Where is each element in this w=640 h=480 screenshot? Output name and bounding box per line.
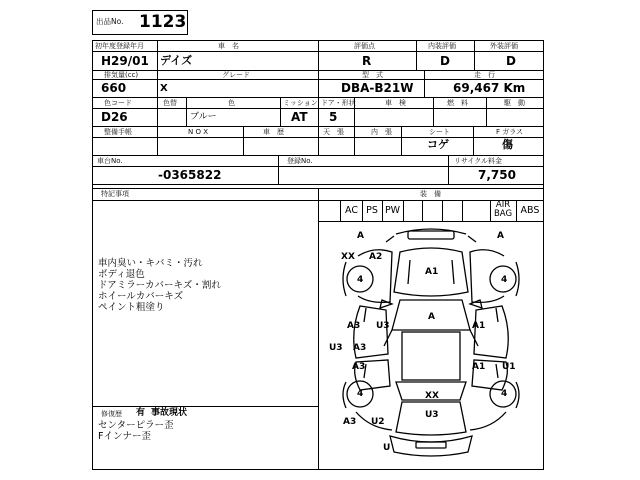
score-value: R [362, 54, 372, 68]
damage-front-left: A [357, 231, 364, 241]
damage-roof: A [428, 312, 435, 322]
damage-rear-wheel-right: 4 [501, 389, 508, 399]
mission-value: AT [291, 110, 308, 124]
registration-label: 登録No. [287, 157, 313, 165]
damage-rear-wheel-left: 4 [357, 389, 364, 399]
damage-bottom-u: U [383, 443, 391, 453]
repair-label: 修復歴 [101, 410, 122, 418]
score-label: 評価点 [354, 42, 375, 50]
damage-front-wheel-left: 4 [357, 275, 364, 285]
displacement-label: 排気量(cc) [104, 71, 139, 79]
inspection-label: 車 検 [385, 99, 406, 107]
model-value: DBA-B21W [341, 81, 414, 95]
lot-label: 出品No. [96, 17, 124, 26]
recycle-value: 7,750 [478, 168, 516, 182]
seat-value: コゲ [427, 138, 449, 151]
interior-value: D [440, 54, 450, 68]
equipment-label: 装 備 [420, 190, 441, 198]
chassis-value: -0365822 [158, 168, 222, 182]
door-value: 5 [329, 110, 338, 124]
remarks-list [98, 258, 221, 313]
damage-front-right: A [497, 231, 504, 241]
grade-label: グレード [222, 71, 250, 79]
remark-line: ドアミラーカバーキズ・割れ [98, 280, 221, 291]
equip-pw: PW [384, 205, 401, 216]
damage-door-right-front: A1 [472, 321, 486, 331]
remark-line: 車内臭い・キバミ・汚れ [98, 258, 203, 269]
remarks-label: 特記事項 [101, 190, 129, 198]
color-code-label: 色コード [104, 99, 132, 107]
glass-label: F ガラス [496, 128, 524, 136]
repair-status: 有 [136, 408, 146, 418]
color-code-value: D26 [101, 110, 128, 124]
damage-rear-glass: U3 [425, 410, 439, 420]
repair-list [98, 420, 174, 442]
damage-front-wheel-right: 4 [501, 275, 508, 285]
exterior-value: D [506, 54, 516, 68]
mileage-value: 69,467 Km [453, 81, 526, 95]
damage-fender-left-1: XX [341, 252, 355, 262]
displacement-value: 660 [101, 81, 127, 95]
upholstery-label: 内 張 [371, 128, 392, 136]
drive-label: 駆 動 [504, 99, 525, 107]
damage-side-left-u3: U3 [329, 343, 343, 353]
color-value: ブルー [190, 112, 217, 122]
manual-label: 整備手帳 [104, 128, 132, 136]
damage-rear-door-left-a3: A3 [352, 362, 366, 372]
year-label: 初年度登録年月 [95, 42, 144, 50]
grade-value: X [160, 83, 168, 94]
damage-rear-bumper-left-u2: U2 [371, 417, 385, 427]
lot-number: 1123 [139, 12, 187, 32]
damage-rear-door-right-a1: A1 [472, 362, 486, 372]
remark-line: ペイント粗塗り [98, 302, 165, 313]
glass-value: 傷 [502, 138, 513, 151]
color-label: 色 [228, 99, 235, 107]
color-type-label: 色替 [163, 99, 177, 107]
repair-status-text: 事故現状 [151, 408, 188, 418]
model-label: 型 式 [362, 71, 383, 79]
repair-line: Fインナー歪 [98, 431, 151, 442]
damage-hood: A1 [425, 267, 439, 277]
exterior-label: 外装評価 [490, 42, 518, 50]
damage-tailgate: XX [425, 391, 439, 401]
equip-abs: ABS [520, 205, 540, 216]
fuel-label: 燃 料 [447, 99, 468, 107]
remark-line: ボディ退色 [98, 269, 145, 280]
damage-pillar-left-a3: A3 [347, 321, 361, 331]
remark-line: ホイールカバーキズ [98, 291, 184, 302]
equip-ps: PS [366, 205, 378, 216]
roof-label: 天 張 [323, 128, 344, 136]
interior-label: 内装評価 [428, 42, 456, 50]
damage-rear-bumper-left-a3: A3 [343, 417, 357, 427]
seat-label: シート [429, 128, 450, 136]
damage-side-left-a3: A3 [353, 343, 367, 353]
history-label: 車 歴 [263, 128, 284, 136]
damage-rear-door-right-u1: U1 [502, 362, 516, 372]
repair-line: センターピラー歪 [98, 420, 174, 431]
recycle-label: リサイクル料金 [454, 157, 503, 165]
chassis-label: 車台No. [97, 157, 123, 165]
door-label: ドア・形状 [321, 99, 356, 107]
equip-ac: AC [345, 205, 358, 216]
mission-label: ミッション [283, 99, 318, 107]
equip-airbag: AIR BAG [493, 200, 513, 219]
damage-pillar-left-u3: U3 [376, 321, 390, 331]
year-value: H29/01 [101, 54, 149, 68]
damage-fender-left-2: A2 [369, 252, 383, 262]
nox-label: N O X [188, 128, 208, 136]
mileage-label: 走 行 [474, 71, 495, 79]
car-name-label: 車 名 [218, 42, 239, 50]
car-name-value: デイズ [160, 54, 193, 67]
